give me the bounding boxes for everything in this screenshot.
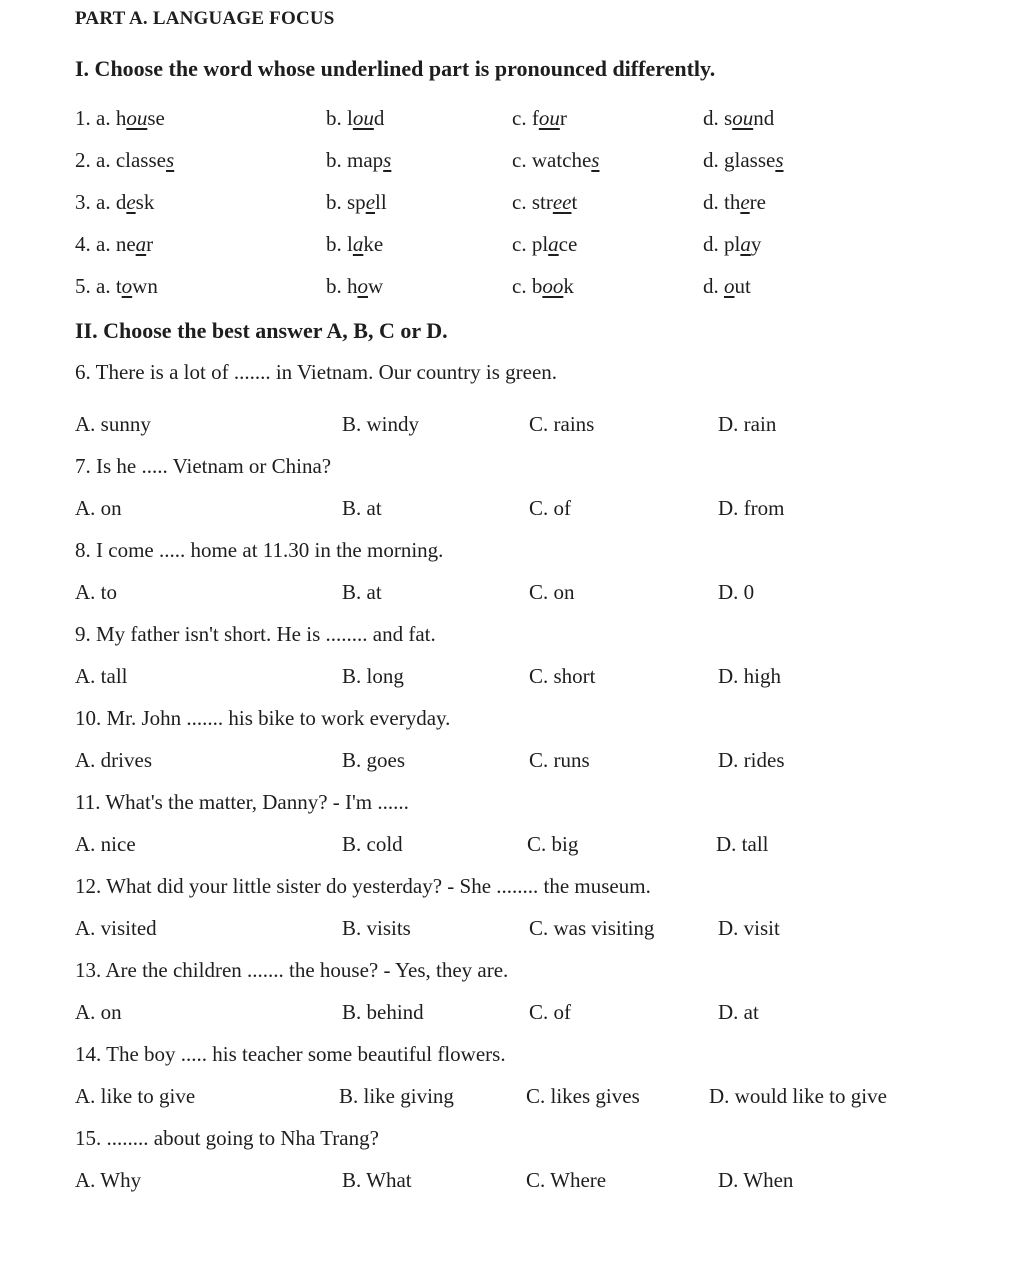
answer-option-d: D. tall bbox=[716, 832, 769, 856]
word-prefix: h bbox=[115, 106, 127, 130]
option-label: c. bbox=[512, 274, 527, 298]
question-text: 13. Are the children ....... the house? - Yes, they are. bbox=[75, 958, 509, 982]
answer-option-c: C. of bbox=[529, 496, 571, 520]
pronunciation-option bbox=[326, 148, 391, 173]
answer-option-b: B. goes bbox=[342, 748, 405, 772]
pronunciation-option bbox=[512, 190, 577, 215]
underlined-part: o bbox=[121, 274, 133, 298]
word-prefix: classe bbox=[115, 148, 166, 172]
question-text: 9. My father isn't short. He is ........ and fat. bbox=[75, 622, 436, 646]
pronunciation-option bbox=[326, 274, 383, 299]
word-suffix: y bbox=[750, 232, 762, 256]
underlined-part: a bbox=[135, 232, 147, 256]
question-text: 15. ........ about going to Nha Trang? bbox=[75, 1126, 379, 1150]
option-label: d. bbox=[703, 190, 719, 214]
question-number: 2. bbox=[75, 148, 91, 172]
underlined-part: e bbox=[126, 190, 136, 214]
word-prefix: map bbox=[347, 148, 384, 172]
pronunciation-option bbox=[75, 148, 174, 173]
question-text: 8. I come ..... home at 11.30 in the morning. bbox=[75, 538, 444, 562]
answer-option-b: B. visits bbox=[342, 916, 411, 940]
answer-option-d: D. would like to give bbox=[709, 1084, 887, 1108]
underlined-part: ou bbox=[352, 106, 374, 130]
option-label: c. bbox=[512, 232, 527, 256]
word-suffix: wn bbox=[132, 274, 158, 298]
answer-option-b: B. behind bbox=[342, 1000, 424, 1024]
word-prefix: pl bbox=[531, 232, 549, 256]
answer-option-b: B. long bbox=[342, 664, 404, 688]
pronunciation-option bbox=[703, 190, 766, 215]
word-prefix: l bbox=[347, 232, 353, 256]
answer-option-d: D. 0 bbox=[718, 580, 755, 604]
pronunciation-option bbox=[326, 232, 383, 257]
underlined-part: s bbox=[383, 148, 392, 172]
underlined-part: ee bbox=[552, 190, 572, 214]
option-label: b. bbox=[326, 148, 342, 172]
word-prefix: str bbox=[531, 190, 553, 214]
question-text: 12. What did your little sister do yesterday? - She ........ the museum. bbox=[75, 874, 651, 898]
pronunciation-option bbox=[703, 148, 784, 173]
answer-option-a: A. nice bbox=[75, 832, 136, 856]
pronunciation-option bbox=[75, 232, 153, 257]
question-text: 7. Is he ..... Vietnam or China? bbox=[75, 454, 332, 478]
answer-option-a: A. tall bbox=[75, 664, 128, 688]
word-suffix: se bbox=[147, 106, 165, 130]
option-label: a. bbox=[96, 106, 111, 130]
answer-option-d: D. at bbox=[718, 1000, 759, 1024]
word-prefix: b bbox=[531, 274, 543, 298]
word-suffix: d bbox=[373, 106, 385, 130]
answer-option-a: A. on bbox=[75, 1000, 122, 1024]
pronunciation-option bbox=[512, 274, 574, 299]
question-text: 6. There is a lot of ....... in Vietnam. Our country is green. bbox=[75, 360, 558, 384]
answer-option-a: A. to bbox=[75, 580, 117, 604]
answer-option-d: D. high bbox=[718, 664, 781, 688]
answer-option-a: A. on bbox=[75, 496, 122, 520]
question-number: 1. bbox=[75, 106, 91, 130]
underlined-part: o bbox=[357, 274, 368, 298]
option-label: a. bbox=[96, 274, 111, 298]
option-label: c. bbox=[512, 106, 527, 130]
answer-option-b: B. like giving bbox=[339, 1084, 454, 1108]
pronunciation-option bbox=[75, 274, 158, 299]
answer-option-d: D. rain bbox=[718, 412, 777, 436]
pronunciation-option bbox=[703, 274, 751, 299]
answer-option-a: A. sunny bbox=[75, 412, 151, 436]
option-label: d. bbox=[703, 106, 719, 130]
answer-option-c: C. of bbox=[529, 1000, 571, 1024]
option-label: b. bbox=[326, 232, 342, 256]
underlined-part: ou bbox=[126, 106, 148, 130]
answer-option-c: C. Where bbox=[526, 1168, 607, 1192]
option-label: d. bbox=[703, 232, 719, 256]
underlined-part: s bbox=[165, 148, 175, 172]
option-label: a. bbox=[96, 190, 111, 214]
section-1-title: I. Choose the word whose underlined part is pronounced differently. bbox=[75, 56, 716, 81]
underlined-part: ou bbox=[732, 106, 754, 130]
underlined-part: s bbox=[775, 148, 784, 172]
question-text: 10. Mr. John ....... his bike to work everyday. bbox=[75, 706, 451, 730]
underlined-part: oo bbox=[542, 274, 564, 298]
option-label: b. bbox=[326, 274, 342, 298]
underlined-part: a bbox=[352, 232, 364, 256]
pronunciation-option bbox=[512, 148, 599, 173]
word-prefix: h bbox=[347, 274, 358, 298]
answer-option-a: A. Why bbox=[75, 1168, 142, 1192]
answer-option-c: C. short bbox=[529, 664, 596, 688]
question-number: 4. bbox=[75, 232, 91, 256]
part-title: PART A. LANGUAGE FOCUS bbox=[75, 8, 335, 29]
word-suffix: ke bbox=[363, 232, 384, 256]
word-suffix: ce bbox=[558, 232, 578, 256]
underlined-part: ou bbox=[538, 106, 560, 130]
pronunciation-option bbox=[703, 106, 774, 131]
word-prefix: sp bbox=[347, 190, 366, 214]
pronunciation-option bbox=[703, 232, 761, 257]
answer-option-b: B. at bbox=[342, 580, 382, 604]
answer-option-b: B. What bbox=[342, 1168, 412, 1192]
word-prefix: pl bbox=[724, 232, 741, 256]
underlined-part: e bbox=[740, 190, 750, 214]
word-prefix: l bbox=[347, 106, 353, 130]
option-label: c. bbox=[512, 190, 527, 214]
pronunciation-option bbox=[512, 232, 577, 257]
word-prefix: t bbox=[115, 274, 122, 298]
option-label: c. bbox=[512, 148, 527, 172]
answer-option-c: C. rains bbox=[529, 412, 595, 436]
word-prefix: watche bbox=[531, 148, 592, 172]
answer-option-a: A. visited bbox=[75, 916, 157, 940]
pronunciation-option bbox=[326, 190, 387, 215]
answer-option-b: B. windy bbox=[342, 412, 420, 436]
option-label: b. bbox=[326, 106, 342, 130]
answer-option-c: C. was visiting bbox=[529, 916, 655, 940]
underlined-part: a bbox=[740, 232, 751, 256]
answer-option-c: C. likes gives bbox=[526, 1084, 640, 1108]
section-2-title: II. Choose the best answer A, B, C or D. bbox=[75, 318, 448, 343]
underlined-part: s bbox=[591, 148, 600, 172]
underlined-part: a bbox=[548, 232, 559, 256]
option-label: b. bbox=[326, 190, 342, 214]
answer-option-b: B. cold bbox=[342, 832, 403, 856]
underlined-part: e bbox=[365, 190, 376, 214]
word-suffix: sk bbox=[135, 190, 155, 214]
underlined-part: o bbox=[724, 274, 735, 298]
option-label: a. bbox=[96, 148, 111, 172]
question-number: 3. bbox=[75, 190, 91, 214]
word-suffix: k bbox=[563, 274, 574, 298]
word-suffix: re bbox=[749, 190, 766, 214]
answer-option-c: C. big bbox=[527, 832, 579, 856]
word-prefix: s bbox=[724, 106, 733, 130]
pronunciation-option bbox=[326, 106, 384, 131]
option-label: a. bbox=[96, 232, 111, 256]
word-prefix: glasse bbox=[724, 148, 776, 172]
question-text: 14. The boy ..... his teacher some beautiful flowers. bbox=[75, 1042, 506, 1066]
option-label: d. bbox=[703, 148, 719, 172]
word-suffix: t bbox=[571, 190, 578, 214]
word-prefix: th bbox=[724, 190, 741, 214]
question-number: 5. bbox=[75, 274, 91, 298]
answer-option-c: C. on bbox=[529, 580, 575, 604]
option-label: d. bbox=[703, 274, 719, 298]
answer-option-c: C. runs bbox=[529, 748, 590, 772]
word-prefix: d bbox=[115, 190, 127, 214]
pronunciation-option bbox=[75, 106, 165, 131]
answer-option-d: D. visit bbox=[718, 916, 780, 940]
word-suffix: r bbox=[146, 232, 154, 256]
pronunciation-option bbox=[75, 190, 154, 215]
pronunciation-option bbox=[512, 106, 567, 131]
word-suffix: r bbox=[559, 106, 567, 130]
word-prefix: ne bbox=[115, 232, 136, 256]
answer-option-b: B. at bbox=[342, 496, 382, 520]
answer-option-d: D. When bbox=[718, 1168, 794, 1192]
word-suffix: w bbox=[368, 274, 384, 298]
answer-option-d: D. from bbox=[718, 496, 785, 520]
answer-option-a: A. like to give bbox=[75, 1084, 196, 1108]
answer-option-d: D. rides bbox=[718, 748, 785, 772]
word-suffix: ll bbox=[375, 190, 387, 214]
word-suffix: ut bbox=[734, 274, 751, 298]
answer-option-a: A. drives bbox=[75, 748, 152, 772]
word-prefix: f bbox=[531, 106, 539, 130]
question-text: 11. What's the matter, Danny? - I'm ...... bbox=[75, 790, 409, 814]
word-suffix: nd bbox=[753, 106, 775, 130]
